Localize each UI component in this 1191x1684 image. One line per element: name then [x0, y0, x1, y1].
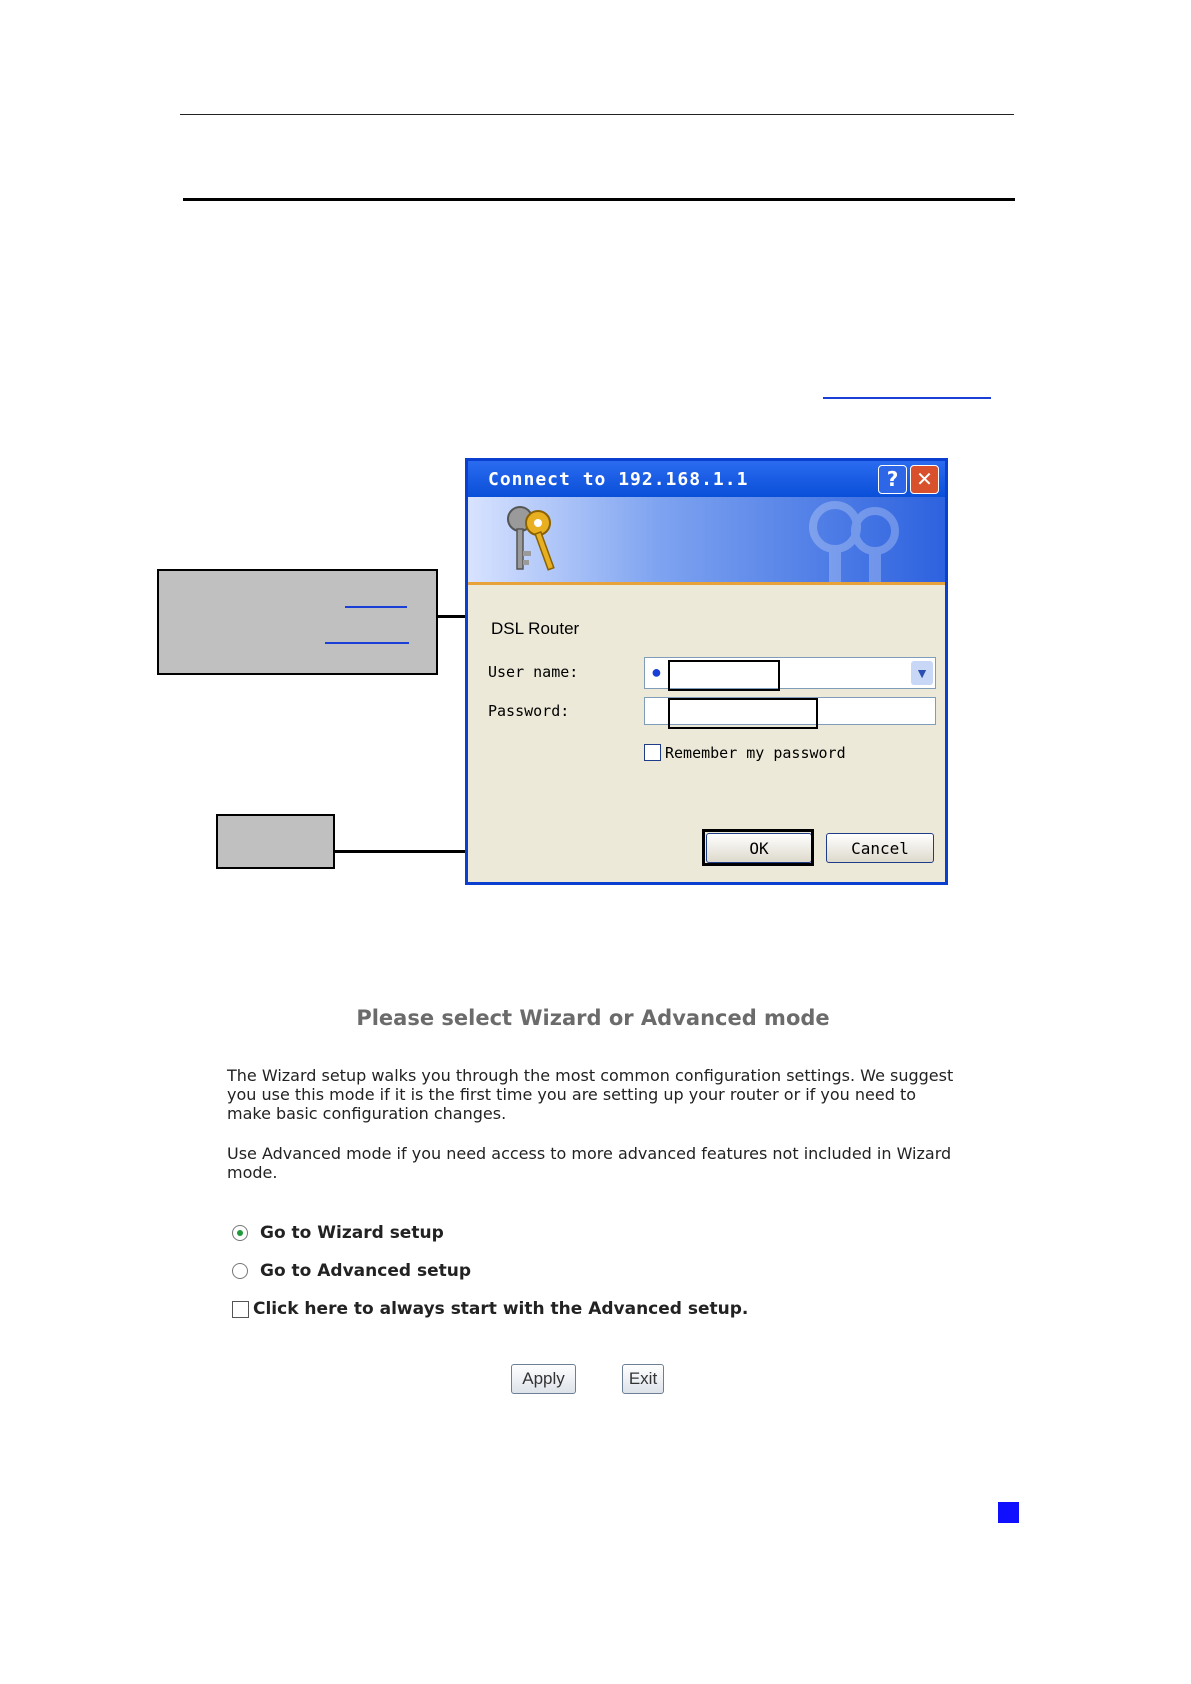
user-name-label: User name:: [488, 663, 579, 681]
section-rule: [183, 198, 1015, 201]
chevron-down-icon[interactable]: ▼: [911, 661, 933, 685]
advanced-option[interactable]: [232, 1261, 471, 1281]
callout-link-underline: [325, 642, 409, 644]
credentials-callout: [157, 569, 438, 675]
apply-button[interactable]: Apply: [511, 1364, 576, 1394]
keys-icon: [496, 499, 566, 579]
help-button[interactable]: ?: [878, 465, 907, 494]
dialog-banner: [468, 497, 945, 585]
realm-label: DSL Router: [491, 619, 580, 638]
header-rule: [180, 114, 1014, 115]
wizard-option-label: Go to Wizard setup: [260, 1223, 444, 1243]
advanced-option-label: Go to Advanced setup: [260, 1261, 471, 1281]
wizard-option[interactable]: [232, 1223, 444, 1243]
wizard-description: The Wizard setup walks you through the most common configuration settings. We suggest you use this mode if it is the first time you are setting up your router or if you need to make basic configuration changes.: [227, 1066, 954, 1123]
ok-callout: [216, 814, 335, 869]
page-marker: [998, 1502, 1019, 1523]
callout-link-underline: [345, 606, 407, 608]
user-icon: ●: [651, 662, 662, 682]
dialog-title: Connect to 192.168.1.1: [488, 469, 749, 490]
exit-button[interactable]: Exit: [622, 1364, 664, 1394]
close-button[interactable]: ✕: [910, 465, 939, 494]
user-name-highlight: [668, 660, 780, 691]
advanced-description: Use Advanced mode if you need access to more advanced features not included in Wizard mode.: [227, 1144, 952, 1182]
ok-highlight: [702, 829, 814, 866]
password-label: Password:: [488, 702, 570, 720]
login-dialog: [465, 458, 948, 885]
watermark-keys-icon: [785, 497, 915, 585]
always-advanced-label: Click here to always start with the Advanced setup.: [253, 1299, 749, 1319]
always-advanced-option[interactable]: [232, 1299, 748, 1319]
hyperlink-underline[interactable]: [823, 397, 991, 399]
password-highlight: [668, 698, 818, 729]
always-advanced-checkbox[interactable]: [232, 1301, 249, 1318]
dialog-titlebar[interactable]: [468, 461, 945, 497]
advanced-radio[interactable]: [232, 1263, 248, 1279]
remember-password-label: Remember my password: [665, 744, 846, 762]
cancel-button[interactable]: Cancel: [826, 833, 934, 863]
mode-title: Please select Wizard or Advanced mode: [356, 1006, 830, 1030]
ok-button[interactable]: OK: [706, 833, 812, 863]
wizard-radio[interactable]: [232, 1225, 248, 1241]
remember-password-checkbox[interactable]: [644, 744, 661, 761]
